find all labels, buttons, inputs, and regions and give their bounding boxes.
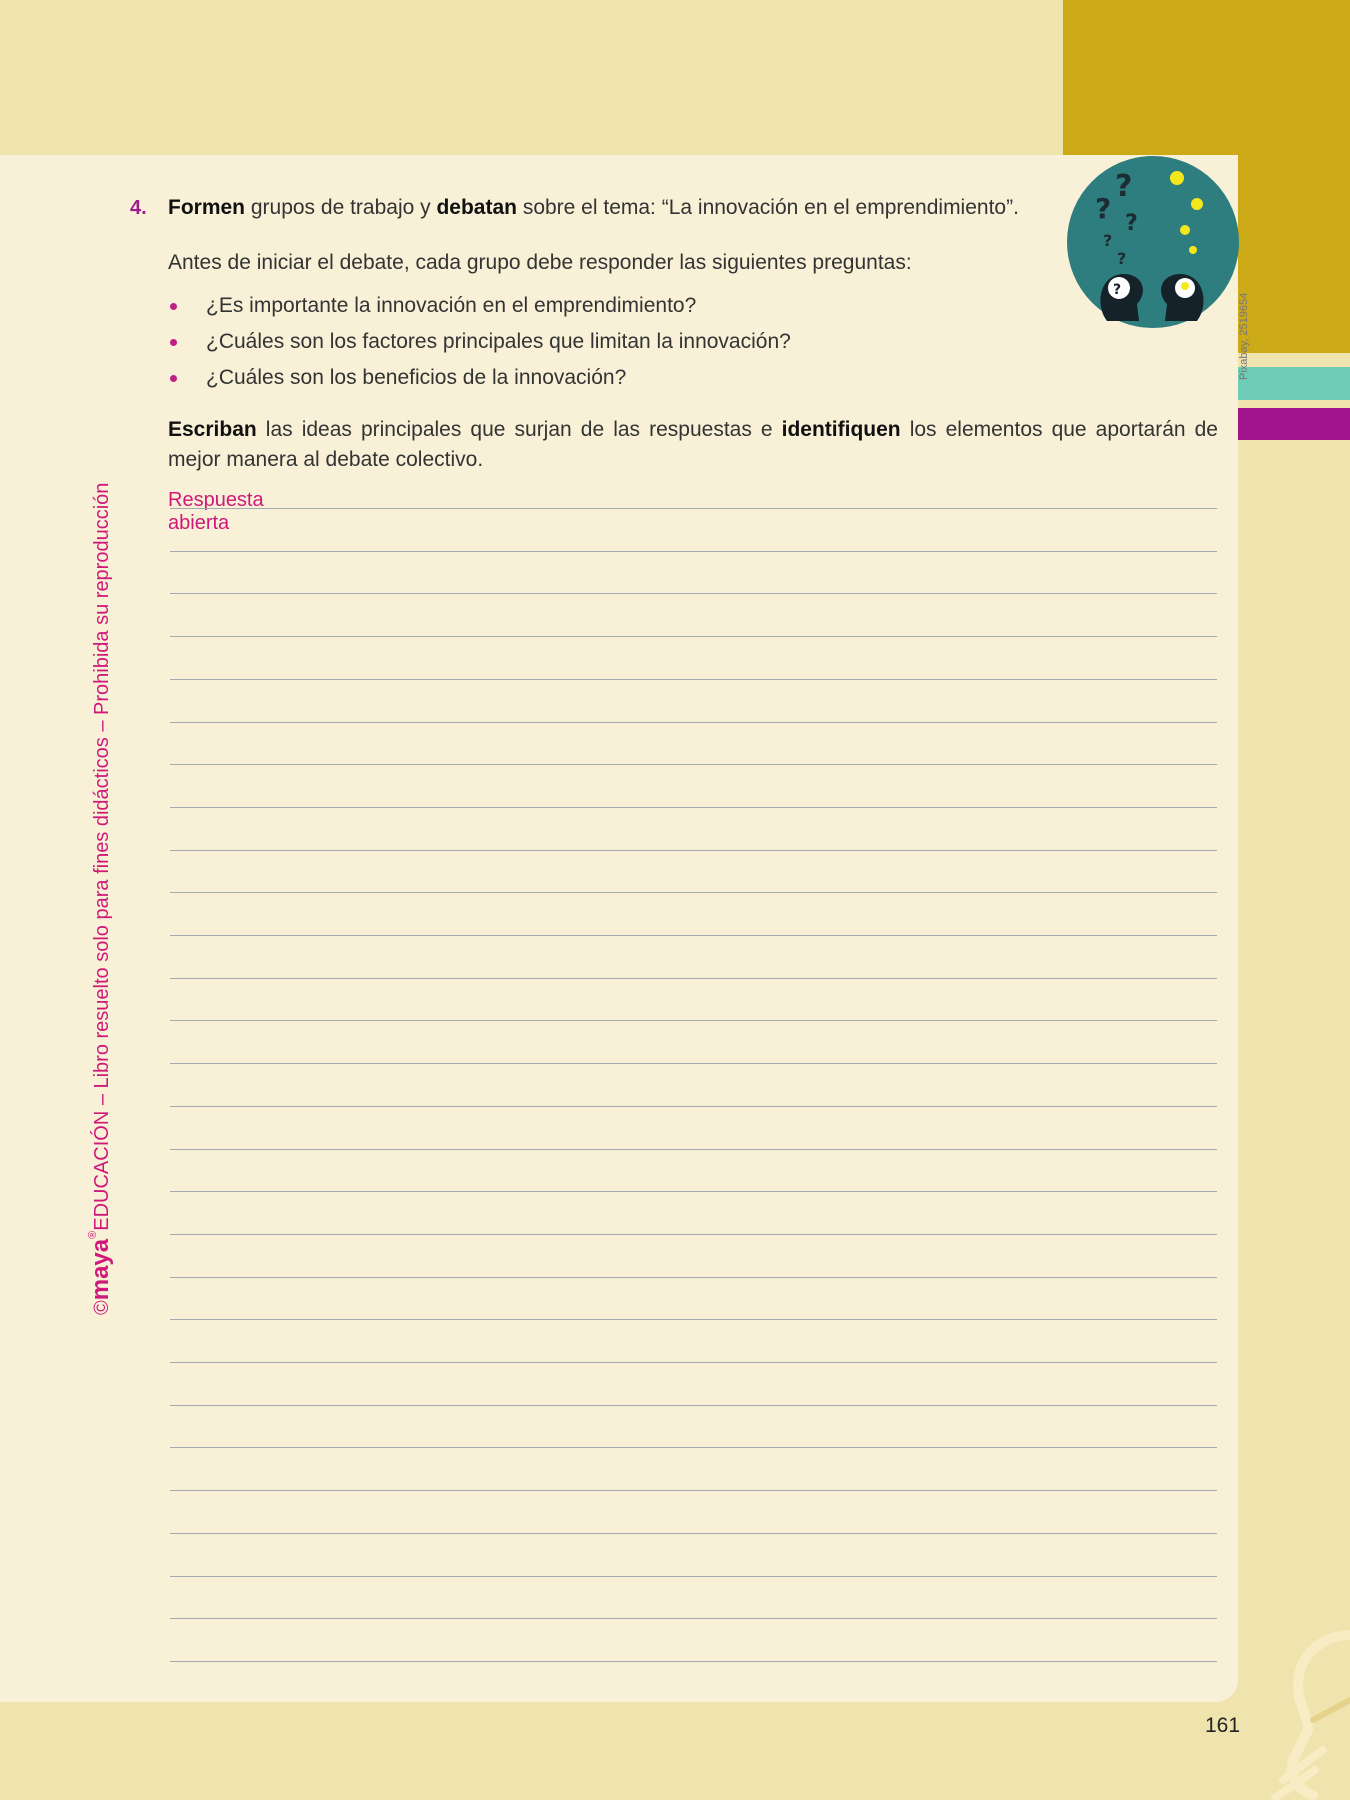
question-text: ¿Cuáles son los beneficios de la innovación? (206, 366, 627, 389)
lightbulb-decoration-icon (1253, 1630, 1350, 1800)
svg-text:?: ? (1095, 192, 1112, 225)
intro-text: Antes de iniciar el debate, cada grupo debe responder las siguientes preguntas: (168, 251, 912, 274)
question-text: ¿Cuáles son los factores principales que limitan la innovación? (206, 330, 791, 353)
statement-part-2: sobre el tema: “La innovación en el emprendimiento”. (516, 196, 1019, 219)
statement-part-1: grupos de trabajo y (245, 196, 437, 219)
answer-line[interactable] (170, 1576, 1217, 1577)
registered-symbol: ® (87, 1230, 99, 1239)
verb-formen: Formen (168, 196, 246, 219)
credit-text: EDUCACIÓN – Libro resuelto solo para fines didácticos – Prohibida su reproducción (91, 482, 113, 1231)
exercise-number: 4. (130, 197, 147, 219)
answer-line[interactable] (170, 1106, 1217, 1107)
answer-line[interactable] (170, 679, 1217, 680)
list-item (168, 366, 791, 402)
answer-line[interactable] (170, 1319, 1217, 1320)
answer-line[interactable] (170, 935, 1217, 936)
question-list (168, 294, 791, 402)
bullet-icon (170, 375, 177, 382)
copyright-symbol: © (91, 1300, 113, 1315)
side-copyright-credit (87, 483, 115, 1315)
bottom-band (0, 1702, 1350, 1800)
answer-line[interactable] (170, 551, 1217, 552)
list-item (168, 330, 791, 366)
list-item (168, 294, 791, 330)
svg-text:?: ? (1115, 169, 1133, 204)
page-number: 161 (1205, 1714, 1241, 1737)
answer-line[interactable] (170, 1063, 1217, 1064)
answer-line[interactable] (170, 1533, 1217, 1534)
answer-line[interactable] (170, 593, 1217, 594)
answer-text: Respuesta abierta (168, 489, 264, 534)
answer-line[interactable] (170, 722, 1217, 723)
teal-tab (1238, 367, 1350, 400)
svg-text:?: ? (1103, 231, 1113, 250)
answer-line[interactable] (170, 1191, 1217, 1192)
instruction-part-1: las ideas principales que surjan de las respuestas e (256, 418, 782, 441)
exercise-statement (168, 196, 1019, 220)
answer-line[interactable] (170, 1490, 1217, 1491)
verb-escriban: Escriban (168, 418, 257, 441)
brand-logo-text: maya (87, 1238, 114, 1301)
verb-identifiquen: identifiquen (781, 418, 901, 441)
bullet-icon (170, 339, 177, 346)
photo-credit: Pixabay, 2519654 (1238, 292, 1250, 380)
svg-text:?: ? (1113, 282, 1122, 298)
answer-line[interactable] (170, 764, 1217, 765)
magenta-tab (1238, 408, 1350, 440)
answer-line[interactable] (170, 1277, 1217, 1278)
bullet-icon (170, 303, 177, 310)
answer-line[interactable] (170, 892, 1217, 893)
answer-line[interactable] (170, 1149, 1217, 1150)
svg-text:?: ? (1125, 211, 1138, 236)
answer-line[interactable] (170, 850, 1217, 851)
answer-line[interactable] (170, 508, 1217, 509)
answer-line[interactable] (170, 636, 1217, 637)
answer-line[interactable] (170, 1234, 1217, 1235)
answer-line[interactable] (170, 1020, 1217, 1021)
verb-debatan: debatan (436, 196, 517, 219)
innovation-heads-illustration (1067, 156, 1239, 328)
svg-text:?: ? (1117, 249, 1127, 268)
answer-line[interactable] (170, 1362, 1217, 1363)
answer-line[interactable] (170, 1447, 1217, 1448)
answer-line[interactable] (170, 1661, 1217, 1662)
instruction-part-2: los elementos que aportarán de mejor manera al debate colectivo. (168, 418, 1218, 471)
writing-instruction (168, 415, 1218, 475)
answer-line[interactable] (170, 978, 1217, 979)
answer-line[interactable] (170, 807, 1217, 808)
question-text: ¿Es importante la innovación en el emprendimiento? (206, 294, 697, 317)
answer-line[interactable] (170, 1405, 1217, 1406)
answer-line[interactable] (170, 1618, 1217, 1619)
